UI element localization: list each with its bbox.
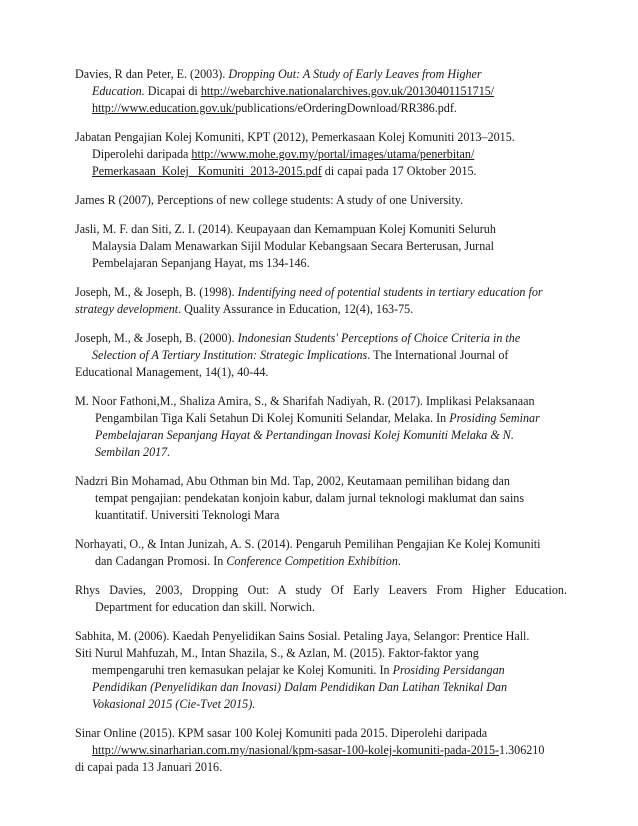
- ref-text: di capai pada 17 Oktober 2015.: [321, 164, 477, 178]
- reference-entry: [75, 192, 567, 209]
- ref-text: . Quality Assurance in Education, 12(4), 163-75.: [178, 302, 414, 316]
- ref-text: Siti Nurul Mahfuzah, M., Intan Shazila, S., & Azlan, M. (2015). Faktor-faktor yang: [75, 646, 479, 660]
- ref-link[interactable]: http://www.mohe.gov.my/portal/images/utama/penerbitan/: [191, 147, 475, 161]
- ref-text: kuantitatif. Universiti Teknologi Mara: [95, 508, 280, 522]
- ref-text: Diperolehi daripada: [92, 147, 192, 161]
- ref-text: Malaysia Dalam Menawarkan Sijil Modular Kebangsaan Secara Berterusan, Jurnal: [92, 239, 494, 253]
- ref-title: Prosiding Persidangan: [392, 663, 505, 677]
- reference-entry: [75, 725, 567, 776]
- reference-entry: [75, 645, 567, 713]
- ref-text: Joseph, M., & Joseph, B. (2000).: [75, 331, 238, 345]
- ref-title: Conference Competition Exhibition: [226, 554, 398, 568]
- ref-title: strategy development: [75, 302, 179, 316]
- ref-text: Pengambilan Tiga Kali Setahun Di Kolej Komuniti Selandar, Melaka. In: [95, 411, 450, 425]
- reference-entry: [75, 473, 567, 524]
- ref-title: Selection of A Tertiary Institution: Strategic Implications: [92, 348, 368, 362]
- reference-entry: [75, 628, 567, 645]
- ref-text: . The International Journal of: [367, 348, 509, 362]
- ref-link[interactable]: http://webarchive.nationalarchives.gov.uk/20130401151715/: [200, 84, 495, 98]
- ref-text: Sinar Online (2015). KPM sasar 100 Kolej Komuniti pada 2015. Diperolehi daripada: [75, 726, 488, 740]
- ref-text: Nadzri Bin Mohamad, Abu Othman bin Md. Tap, 2002, Keutamaan pemilihan bidang dan: [75, 474, 510, 488]
- ref-text: Sabhita, M. (2006). Kaedah Penyelidikan Sains Sosial. Petaling Jaya, Selangor: Prentice Hall.: [75, 629, 530, 643]
- ref-title: Sembilan 2017.: [95, 445, 171, 459]
- ref-text: tempat pengajian: pendekatan konjoin kabur, dalam jurnal teknologi maklumat dan sains: [95, 491, 525, 505]
- ref-text: .: [397, 554, 401, 568]
- ref-title: Education.: [92, 84, 145, 98]
- ref-link[interactable]: Pemerkasaan_Kolej_ Komuniti_2013-2015.pdf: [92, 164, 322, 178]
- ref-text: Pembelajaran Sepanjang Hayat, ms 134-146.: [92, 256, 310, 270]
- reference-entry: [75, 221, 567, 272]
- ref-title: Indonesian Students' Perceptions of Choice Criteria in the: [237, 331, 521, 345]
- ref-text: di capai pada 13 Januari 2016.: [75, 760, 223, 774]
- ref-text: Dicapai di: [144, 84, 201, 98]
- ref-text: Jasli, M. F. dan Siti, Z. I. (2014). Keupayaan dan Kemampuan Kolej Komuniti Seluruh: [75, 222, 496, 236]
- ref-text: dan Cadangan Promosi. In: [95, 554, 227, 568]
- ref-text: Department for education dan skill. Norwich.: [95, 600, 315, 614]
- ref-title: Pembelajaran Sepanjang Hayat & Pertandingan Inovasi Kolej Komuniti Melaka & N.: [95, 428, 514, 442]
- reference-entry: [75, 129, 567, 180]
- ref-title: Dropping Out: A Study of Early Leaves from Higher: [228, 67, 482, 81]
- reference-entry: [75, 536, 567, 570]
- ref-text: Joseph, M., & Joseph, B. (1998).: [75, 285, 238, 299]
- reference-entry: [75, 284, 567, 318]
- ref-title: Prosiding Seminar: [449, 411, 540, 425]
- ref-title: Pendidikan (Penyelidikan dan Inovasi) Dalam Pendidikan Dan Latihan Teknikal Dan: [92, 680, 508, 694]
- ref-title: Vokasional 2015 (Cie-Tvet 2015).: [92, 697, 256, 711]
- reference-entry: [75, 582, 567, 616]
- ref-text: James R (2007), Perceptions of new college students: A study of one University.: [75, 193, 464, 207]
- ref-title: Indentifying need of potential students in tertiary education for: [237, 285, 543, 299]
- reference-entry: [75, 393, 567, 461]
- ref-text: Jabatan Pengajian Kolej Komuniti, KPT (2012), Pemerkasaan Kolej Komuniti 2013–2015.: [75, 130, 515, 144]
- reference-entry: [75, 330, 567, 381]
- ref-text: mempengaruhi tren kemasukan pelajar ke Kolej Komuniti. In: [92, 663, 393, 677]
- ref-text: Rhys Davies, 2003, Dropping Out: A study Of Early Leavers From Higher Education.: [75, 583, 567, 597]
- ref-link[interactable]: http://www.sinarharian.com.my/nasional/kpm-sasar-100-kolej-komuniti-pada-2015-: [92, 743, 500, 757]
- ref-text: M. Noor Fathoni,M., Shaliza Amira, S., & Sharifah Nadiyah, R. (2017). Implikasi Pelaksanaan: [75, 394, 535, 408]
- ref-text: 1.306210: [499, 743, 545, 757]
- ref-text: Norhayati, O., & Intan Junizah, A. S. (2014). Pengaruh Pemilihan Pengajian Ke Kolej Komuniti: [75, 537, 541, 551]
- ref-text: publications/eOrderingDownload/RR386.pdf.: [235, 101, 457, 115]
- ref-link[interactable]: http://www.education.gov.uk/: [92, 101, 236, 115]
- ref-text: Educational Management, 14(1), 40-44.: [75, 365, 269, 379]
- reference-entry: [75, 66, 567, 117]
- reference-list: [75, 66, 567, 788]
- ref-text: Davies, R dan Peter, E. (2003).: [75, 67, 229, 81]
